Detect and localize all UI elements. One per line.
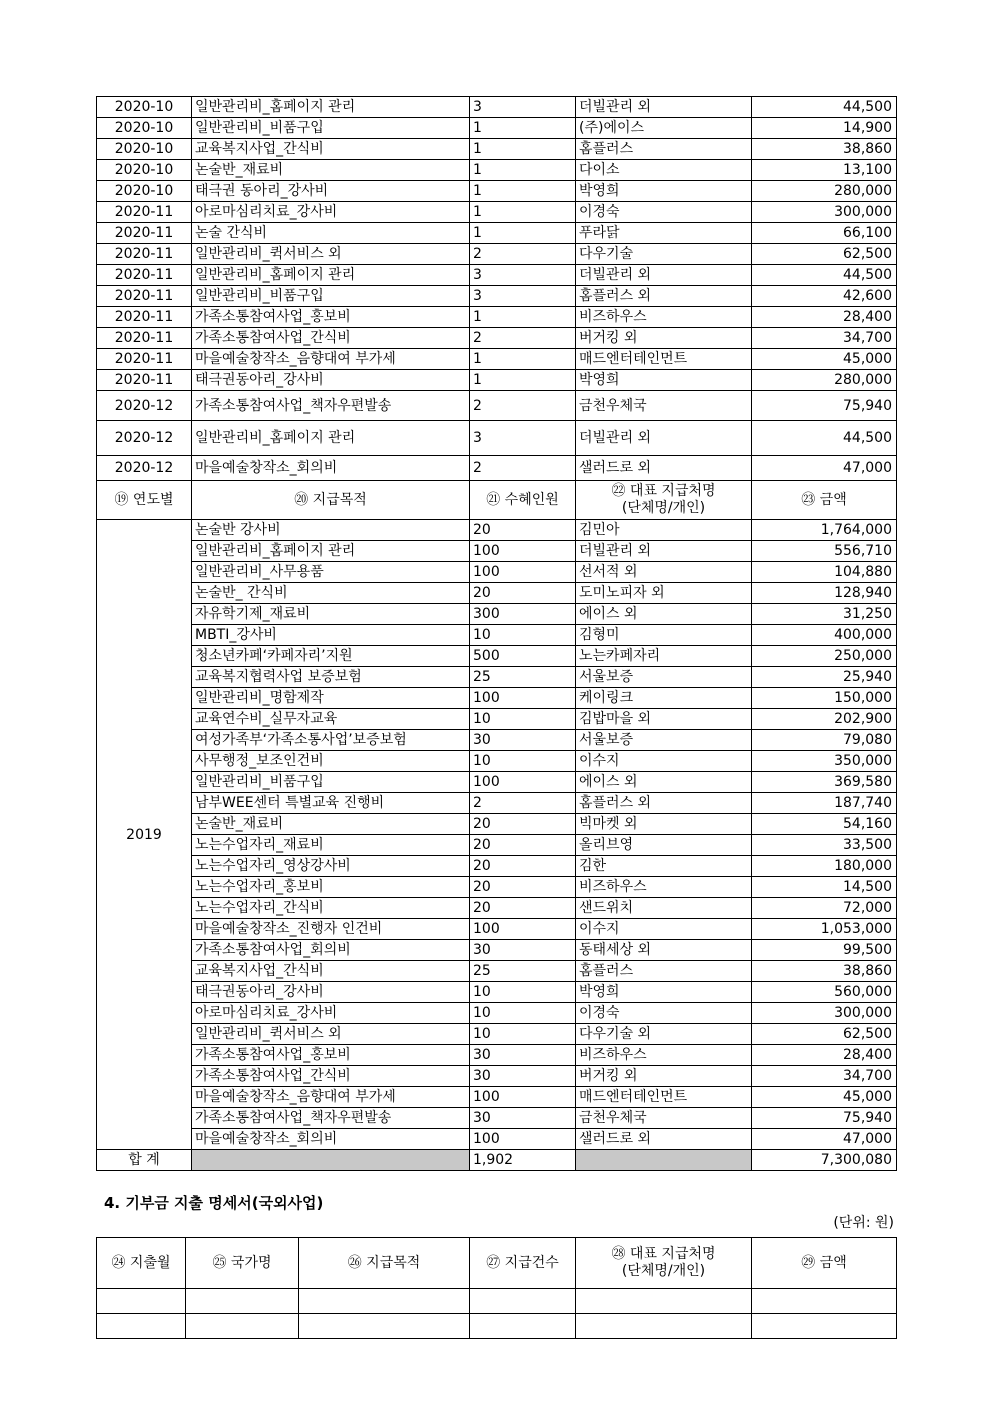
year-header-row	[97, 481, 897, 520]
payee-cell: 에이스 외	[576, 772, 752, 793]
amount-cell: 280,000	[752, 370, 897, 391]
count-cell: 1	[470, 181, 576, 202]
period-cell: 2020-11	[97, 202, 192, 223]
amount-cell: 72,000	[752, 898, 897, 919]
payee-cell: 김밥마을 외	[576, 709, 752, 730]
header-purpose: ⑳ 지급목적	[192, 481, 470, 520]
count-cell: 2	[470, 328, 576, 349]
purpose-cell: 노는수업자리_간식비	[192, 898, 470, 919]
payee-cell: 홈플러스	[576, 961, 752, 982]
payee-cell: 박영희	[576, 181, 752, 202]
amount-cell: 14,900	[752, 118, 897, 139]
purpose-cell: 교육복지사업_간식비	[192, 139, 470, 160]
purpose-cell: 일반관리비_홈페이지 관리	[192, 541, 470, 562]
unit-label: (단위: 원)	[833, 1215, 894, 1231]
amount-cell: 300,000	[752, 202, 897, 223]
count-cell: 30	[470, 1066, 576, 1087]
payee-cell: 버거킹 외	[576, 1066, 752, 1087]
amount-cell: 560,000	[752, 982, 897, 1003]
header-purpose: ㉖ 지급목적	[299, 1238, 470, 1289]
payee-cell: 금천우체국	[576, 391, 752, 421]
count-cell: 2	[470, 456, 576, 481]
amount-cell: 14,500	[752, 877, 897, 898]
header-payee-line2: (단체명/개인)	[621, 1263, 706, 1279]
table-row	[97, 751, 897, 772]
period-cell: 2020-11	[97, 349, 192, 370]
amount-cell: 1,764,000	[752, 520, 897, 541]
total-payee-blank	[576, 1150, 752, 1171]
year-cell: 2019	[97, 520, 192, 1150]
count-cell: 20	[470, 835, 576, 856]
payee-cell: 다우기술	[576, 244, 752, 265]
payee-cell: (주)에이스	[576, 118, 752, 139]
purpose-cell: 일반관리비_비품구입	[192, 772, 470, 793]
purpose-cell: 여성가족부‘가족소통사업’보증보험	[192, 730, 470, 751]
count-cell: 1	[470, 307, 576, 328]
purpose-cell: 마을예술창작소_진행자 인건비	[192, 919, 470, 940]
table-row	[97, 307, 897, 328]
purpose-cell: 일반관리비_비품구입	[192, 286, 470, 307]
purpose-cell: 논술반_재료비	[192, 814, 470, 835]
table-row	[97, 1087, 897, 1108]
amount-cell: 38,860	[752, 139, 897, 160]
table-row	[97, 244, 897, 265]
payee-cell: 비즈하우스	[576, 1045, 752, 1066]
payee-cell: 매드엔터테인먼트	[576, 349, 752, 370]
purpose-cell: 일반관리비_퀵서비스 외	[192, 244, 470, 265]
table-row	[97, 286, 897, 307]
table-row	[97, 730, 897, 751]
purpose-cell: 일반관리비_퀵서비스 외	[192, 1024, 470, 1045]
overseas-expense-table	[96, 1237, 897, 1339]
count-cell: 30	[470, 940, 576, 961]
amount-cell: 25,940	[752, 667, 897, 688]
count-cell: 500	[470, 646, 576, 667]
table-row	[97, 793, 897, 814]
purpose-cell: 남부WEE센터 특별교육 진행비	[192, 793, 470, 814]
payee-cell: 이수지	[576, 751, 752, 772]
period-cell: 2020-10	[97, 118, 192, 139]
payee-cell: 매드엔터테인먼트	[576, 1087, 752, 1108]
payee-cell: 더빌관리 외	[576, 265, 752, 286]
count-cell: 30	[470, 730, 576, 751]
purpose-cell: 일반관리비_사무용품	[192, 562, 470, 583]
payee-cell: 푸라닭	[576, 223, 752, 244]
period-cell: 2020-11	[97, 286, 192, 307]
amount-cell: 47,000	[752, 456, 897, 481]
amount-cell: 28,400	[752, 307, 897, 328]
table-row	[97, 97, 897, 118]
amount-cell: 44,500	[752, 421, 897, 456]
table-row	[97, 118, 897, 139]
count-cell: 20	[470, 856, 576, 877]
table-row	[97, 223, 897, 244]
amount-cell: 350,000	[752, 751, 897, 772]
total-purpose-blank	[192, 1150, 470, 1171]
amount-cell: 99,500	[752, 940, 897, 961]
count-cell: 1	[470, 223, 576, 244]
amount-cell: 42,600	[752, 286, 897, 307]
purpose-cell: 가족소통참여사업_홍보비	[192, 1045, 470, 1066]
amount-cell: 62,500	[752, 1024, 897, 1045]
table-row	[97, 625, 897, 646]
table-row	[97, 961, 897, 982]
purpose-cell: 아로마심리치료_강사비	[192, 202, 470, 223]
payee-cell: 박영희	[576, 370, 752, 391]
count-cell: 25	[470, 961, 576, 982]
header-amount: ㉓ 금액	[752, 481, 897, 520]
amount-cell: 1,053,000	[752, 919, 897, 940]
table-row	[97, 1129, 897, 1150]
period-cell: 2020-10	[97, 139, 192, 160]
purpose-cell: 노는수업자리_재료비	[192, 835, 470, 856]
empty-row	[97, 1314, 897, 1339]
period-cell: 2020-11	[97, 244, 192, 265]
amount-cell: 150,000	[752, 688, 897, 709]
total-label: 합 계	[97, 1150, 192, 1171]
count-cell: 2	[470, 391, 576, 421]
count-cell: 2	[470, 793, 576, 814]
payee-cell: 김한	[576, 856, 752, 877]
overseas-header-row	[97, 1238, 897, 1289]
amount-cell: 34,700	[752, 328, 897, 349]
purpose-cell: 일반관리비_홈페이지 관리	[192, 265, 470, 286]
count-cell: 100	[470, 1087, 576, 1108]
amount-cell: 202,900	[752, 709, 897, 730]
count-cell: 100	[470, 541, 576, 562]
payee-cell: 노는카페자리	[576, 646, 752, 667]
purpose-cell: 가족소통참여사업_책자우편발송	[192, 391, 470, 421]
purpose-cell: 태극권동아리_강사비	[192, 982, 470, 1003]
purpose-cell: 가족소통참여사업_간식비	[192, 328, 470, 349]
payee-cell: 홈플러스 외	[576, 793, 752, 814]
table-row	[97, 772, 897, 793]
table-row	[97, 583, 897, 604]
header-country: ㉕ 국가명	[186, 1238, 299, 1289]
amount-cell: 28,400	[752, 1045, 897, 1066]
count-cell: 10	[470, 625, 576, 646]
table-row	[97, 421, 897, 456]
purpose-cell: 논술반 강사비	[192, 520, 470, 541]
count-cell: 1	[470, 202, 576, 223]
count-cell: 3	[470, 286, 576, 307]
purpose-cell: 가족소통참여사업_간식비	[192, 1066, 470, 1087]
expense-table	[96, 96, 897, 1171]
amount-cell: 280,000	[752, 181, 897, 202]
payee-cell: 박영희	[576, 982, 752, 1003]
amount-cell: 54,160	[752, 814, 897, 835]
count-cell: 20	[470, 520, 576, 541]
amount-cell: 45,000	[752, 349, 897, 370]
total-amount: 7,300,080	[752, 1150, 897, 1171]
purpose-cell: 일반관리비_명함제작	[192, 688, 470, 709]
period-cell: 2020-12	[97, 456, 192, 481]
count-cell: 100	[470, 562, 576, 583]
total-count: 1,902	[470, 1150, 576, 1171]
purpose-cell: 마을예술창작소_회의비	[192, 456, 470, 481]
count-cell: 10	[470, 709, 576, 730]
section-4-title: 4. 기부금 지출 명세서(국외사업)	[104, 1194, 324, 1212]
header-recipients: ㉑ 수혜인원	[470, 481, 576, 520]
payee-cell: 서울보증	[576, 730, 752, 751]
count-cell: 3	[470, 421, 576, 456]
amount-cell: 104,880	[752, 562, 897, 583]
purpose-cell: 노는수업자리_영상강사비	[192, 856, 470, 877]
payee-cell: 샐러드로 외	[576, 456, 752, 481]
payee-cell: 도미노피자 외	[576, 583, 752, 604]
period-cell: 2020-10	[97, 97, 192, 118]
header-month: ㉔ 지출월	[97, 1238, 186, 1289]
purpose-cell: 가족소통참여사업_회의비	[192, 940, 470, 961]
purpose-cell: 아로마심리치료_강사비	[192, 1003, 470, 1024]
payee-cell: 버거킹 외	[576, 328, 752, 349]
header-amount: ㉙ 금액	[752, 1238, 897, 1289]
payee-cell: 선서적 외	[576, 562, 752, 583]
amount-cell: 75,940	[752, 1108, 897, 1129]
count-cell: 300	[470, 604, 576, 625]
payee-cell: 이경숙	[576, 202, 752, 223]
count-cell: 100	[470, 919, 576, 940]
purpose-cell: 가족소통참여사업_홍보비	[192, 307, 470, 328]
period-cell: 2020-10	[97, 160, 192, 181]
table-row	[97, 456, 897, 481]
header-payee-line2: (단체명/개인)	[621, 500, 706, 516]
period-cell: 2020-11	[97, 223, 192, 244]
count-cell: 100	[470, 688, 576, 709]
table-row	[97, 646, 897, 667]
payee-cell: 샐러드로 외	[576, 1129, 752, 1150]
table-row	[97, 370, 897, 391]
table-row	[97, 181, 897, 202]
table-row	[97, 328, 897, 349]
header-payee-line1: ㉘ 대표 지급처명	[611, 1246, 716, 1262]
purpose-cell: 마을예술창작소_회의비	[192, 1129, 470, 1150]
purpose-cell: 자유학기제_재료비	[192, 604, 470, 625]
amount-cell: 369,580	[752, 772, 897, 793]
amount-cell: 66,100	[752, 223, 897, 244]
period-cell: 2020-11	[97, 328, 192, 349]
table-row	[97, 1003, 897, 1024]
count-cell: 10	[470, 982, 576, 1003]
period-cell: 2020-12	[97, 421, 192, 456]
payee-cell: 케이링크	[576, 688, 752, 709]
header-year: ⑲ 연도별	[97, 481, 192, 520]
count-cell: 3	[470, 265, 576, 286]
payee-cell: 김형미	[576, 625, 752, 646]
payee-cell: 동태세상 외	[576, 940, 752, 961]
purpose-cell: 일반관리비_홈페이지 관리	[192, 97, 470, 118]
payee-cell: 홈플러스 외	[576, 286, 752, 307]
payee-cell: 더빌관리 외	[576, 97, 752, 118]
table-row	[97, 667, 897, 688]
payee-cell: 더빌관리 외	[576, 541, 752, 562]
count-cell: 20	[470, 898, 576, 919]
amount-cell: 180,000	[752, 856, 897, 877]
count-cell: 10	[470, 751, 576, 772]
purpose-cell: 사무행정_보조인건비	[192, 751, 470, 772]
purpose-cell: 논술 간식비	[192, 223, 470, 244]
amount-cell: 556,710	[752, 541, 897, 562]
table-row	[97, 541, 897, 562]
table-row	[97, 688, 897, 709]
count-cell: 1	[470, 370, 576, 391]
payee-cell: 빅마켓 외	[576, 814, 752, 835]
purpose-cell: 마을예술창작소_음향대여 부가세	[192, 1087, 470, 1108]
header-payee	[576, 481, 752, 520]
table-row	[97, 877, 897, 898]
payee-cell: 비즈하우스	[576, 877, 752, 898]
amount-cell: 62,500	[752, 244, 897, 265]
count-cell: 1	[470, 160, 576, 181]
amount-cell: 44,500	[752, 97, 897, 118]
period-cell: 2020-11	[97, 370, 192, 391]
table-row	[97, 391, 897, 421]
period-cell: 2020-11	[97, 307, 192, 328]
period-cell: 2020-11	[97, 265, 192, 286]
payee-cell: 홈플러스	[576, 139, 752, 160]
amount-cell: 47,000	[752, 1129, 897, 1150]
count-cell: 30	[470, 1108, 576, 1129]
purpose-cell: 마을예술창작소_음향대여 부가세	[192, 349, 470, 370]
purpose-cell: 교육연수비_실무자교육	[192, 709, 470, 730]
empty-row	[97, 1289, 897, 1314]
period-cell: 2020-10	[97, 181, 192, 202]
amount-cell: 128,940	[752, 583, 897, 604]
header-payee-line1: ㉒ 대표 지급처명	[611, 483, 716, 499]
payee-cell: 더빌관리 외	[576, 421, 752, 456]
amount-cell: 400,000	[752, 625, 897, 646]
table-row	[97, 898, 897, 919]
header-count: ㉗ 지급건수	[470, 1238, 576, 1289]
table-row	[97, 160, 897, 181]
purpose-cell: MBTI_강사비	[192, 625, 470, 646]
amount-cell: 75,940	[752, 391, 897, 421]
amount-cell: 34,700	[752, 1066, 897, 1087]
payee-cell: 이수지	[576, 919, 752, 940]
table-row	[97, 202, 897, 223]
payee-cell: 이경숙	[576, 1003, 752, 1024]
table-row	[97, 814, 897, 835]
count-cell: 1	[470, 349, 576, 370]
table-row	[97, 1024, 897, 1045]
amount-cell: 13,100	[752, 160, 897, 181]
count-cell: 2	[470, 244, 576, 265]
amount-cell: 300,000	[752, 1003, 897, 1024]
amount-cell: 45,000	[752, 1087, 897, 1108]
amount-cell: 250,000	[752, 646, 897, 667]
count-cell: 25	[470, 667, 576, 688]
table-row	[97, 856, 897, 877]
payee-cell: 서울보증	[576, 667, 752, 688]
purpose-cell: 태극권동아리_강사비	[192, 370, 470, 391]
purpose-cell: 교육복지사업_간식비	[192, 961, 470, 982]
payee-cell: 비즈하우스	[576, 307, 752, 328]
purpose-cell: 논술반_재료비	[192, 160, 470, 181]
table-row	[97, 520, 897, 541]
period-cell: 2020-12	[97, 391, 192, 421]
count-cell: 10	[470, 1003, 576, 1024]
payee-cell: 다우기술 외	[576, 1024, 752, 1045]
amount-cell: 31,250	[752, 604, 897, 625]
table-row	[97, 1108, 897, 1129]
amount-cell: 187,740	[752, 793, 897, 814]
payee-cell: 올리브영	[576, 835, 752, 856]
header-payee	[576, 1238, 752, 1289]
count-cell: 100	[470, 772, 576, 793]
table-row	[97, 919, 897, 940]
purpose-cell: 태극권 동아리_강사비	[192, 181, 470, 202]
purpose-cell: 일반관리비_비품구입	[192, 118, 470, 139]
payee-cell: 샌드위치	[576, 898, 752, 919]
table-row	[97, 1066, 897, 1087]
table-row	[97, 139, 897, 160]
amount-cell: 79,080	[752, 730, 897, 751]
table-row	[97, 604, 897, 625]
table-row	[97, 940, 897, 961]
count-cell: 20	[470, 583, 576, 604]
count-cell: 20	[470, 877, 576, 898]
table-row	[97, 1045, 897, 1066]
payee-cell: 금천우체국	[576, 1108, 752, 1129]
count-cell: 10	[470, 1024, 576, 1045]
purpose-cell: 노는수업자리_홍보비	[192, 877, 470, 898]
count-cell: 1	[470, 118, 576, 139]
total-row	[97, 1150, 897, 1171]
table-row	[97, 562, 897, 583]
payee-cell: 다이소	[576, 160, 752, 181]
table-row	[97, 265, 897, 286]
amount-cell: 33,500	[752, 835, 897, 856]
table-row	[97, 349, 897, 370]
table-row	[97, 709, 897, 730]
count-cell: 20	[470, 814, 576, 835]
payee-cell: 김민아	[576, 520, 752, 541]
purpose-cell: 교육복지협력사업 보증보험	[192, 667, 470, 688]
count-cell: 1	[470, 139, 576, 160]
purpose-cell: 일반관리비_홈페이지 관리	[192, 421, 470, 456]
count-cell: 3	[470, 97, 576, 118]
payee-cell: 에이스 외	[576, 604, 752, 625]
table-row	[97, 982, 897, 1003]
amount-cell: 38,860	[752, 961, 897, 982]
purpose-cell: 가족소통참여사업_책자우편발송	[192, 1108, 470, 1129]
purpose-cell: 청소년카페‘카페자리’지원	[192, 646, 470, 667]
table-row	[97, 835, 897, 856]
count-cell: 30	[470, 1045, 576, 1066]
amount-cell: 44,500	[752, 265, 897, 286]
count-cell: 100	[470, 1129, 576, 1150]
purpose-cell: 논술반_ 간식비	[192, 583, 470, 604]
